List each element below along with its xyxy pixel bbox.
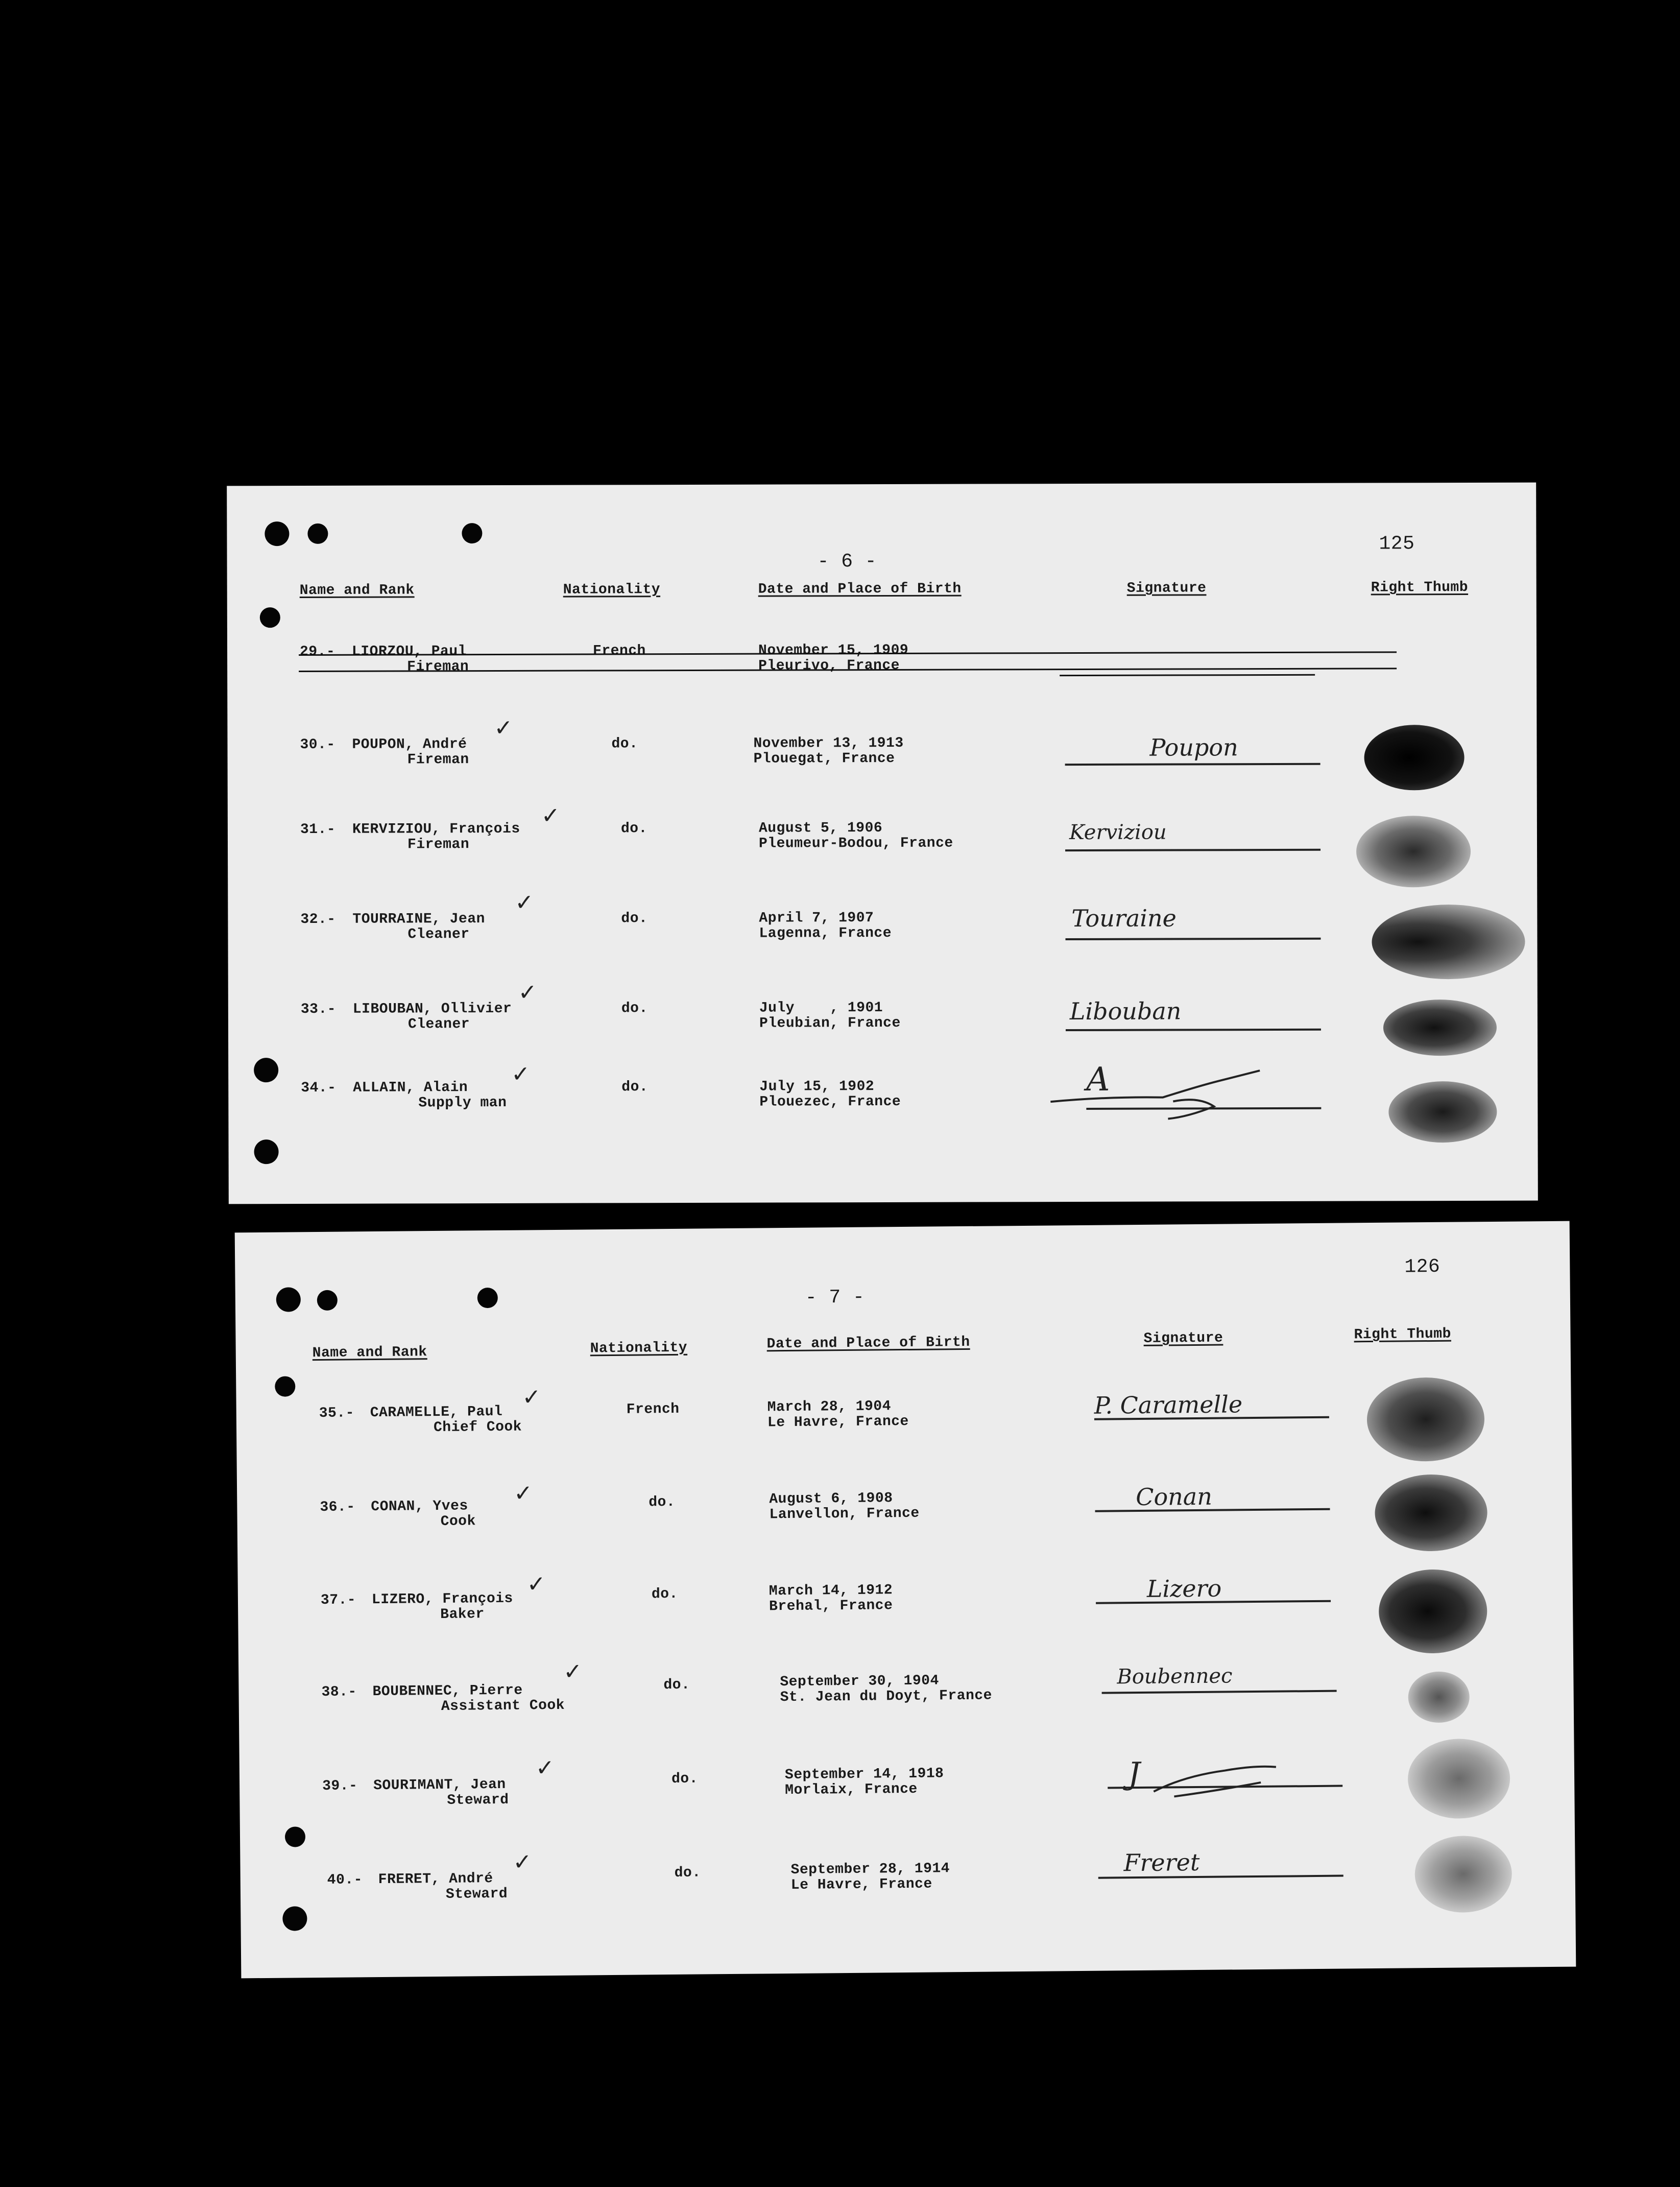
- crew-rank: Fireman: [407, 659, 469, 675]
- thumbprint: [1408, 1671, 1470, 1723]
- birth-place: Plouezec, France: [759, 1094, 901, 1110]
- register-sheet-page-6: [227, 483, 1538, 1204]
- birth-place: Le Havre, France: [790, 1876, 932, 1893]
- birth-place: Brehal, France: [769, 1598, 893, 1615]
- signature-line: [1095, 1508, 1330, 1512]
- signature-line: [1102, 1690, 1337, 1694]
- birth-date: September 28, 1914: [790, 1861, 950, 1878]
- crew-name: SOURIMANT, Jean: [373, 1776, 506, 1794]
- birth-place: Plouegat, France: [753, 750, 895, 767]
- row-number: 30.-: [300, 736, 335, 753]
- crew-rank: Fireman: [407, 837, 470, 853]
- crew-nationality: French: [592, 643, 646, 659]
- thumbprint: [1407, 1739, 1510, 1819]
- crew-rank: Chief Cook: [433, 1419, 522, 1436]
- handwritten-signature: Lizero: [1146, 1574, 1222, 1603]
- birth-date: November 13, 1913: [753, 735, 904, 752]
- row-number: 34.-: [301, 1080, 337, 1096]
- signature-flourish: [1045, 1065, 1331, 1122]
- punch-hole: [285, 1826, 305, 1847]
- punch-hole: [265, 521, 289, 546]
- row-number: 33.-: [300, 1001, 337, 1017]
- crew-name: LIORZOU, Paul: [351, 644, 467, 660]
- row-number: 32.-: [300, 911, 336, 928]
- register-sheet-page-7: [235, 1221, 1576, 1979]
- checkmark-icon: ✓: [541, 802, 560, 829]
- checkmark-icon: ✓: [515, 889, 534, 916]
- signature-line: [1065, 938, 1321, 940]
- birth-date: November 15, 1909: [758, 642, 909, 659]
- crew-nationality: do.: [671, 1771, 699, 1788]
- punch-hole: [275, 1376, 295, 1396]
- row-number: 39.-: [322, 1778, 358, 1794]
- header-name-rank: Name and Rank: [312, 1344, 427, 1362]
- row-number: 31.-: [300, 821, 336, 838]
- crew-nationality: do.: [611, 736, 638, 752]
- checkmark-icon: ✓: [563, 1658, 583, 1685]
- checkmark-icon: ✓: [513, 1480, 533, 1507]
- header-signature: Signature: [1143, 1330, 1223, 1347]
- handwritten-signature: Boubennec: [1117, 1664, 1233, 1689]
- thumbprint: [1388, 1081, 1497, 1143]
- signature-line: [1096, 1600, 1331, 1604]
- crew-name: FRERET, André: [378, 1871, 493, 1888]
- crew-nationality: do.: [651, 1586, 678, 1603]
- handwritten-signature: Libouban: [1069, 997, 1182, 1026]
- checkmark-icon: ✓: [526, 1571, 546, 1598]
- punch-hole: [254, 1058, 278, 1082]
- checkmark-icon: ✓: [513, 1849, 532, 1875]
- crew-rank: Cleaner: [407, 926, 470, 943]
- thumbprint: [1366, 1377, 1484, 1462]
- crew-nationality: do.: [620, 821, 647, 837]
- handwritten-signature: P. Caramelle: [1094, 1390, 1243, 1419]
- birth-place: Lanvellon, France: [769, 1505, 920, 1523]
- punch-hole: [317, 1290, 338, 1311]
- crew-nationality: do.: [649, 1494, 676, 1511]
- birth-place: Morlaix, France: [785, 1781, 918, 1799]
- crew-nationality: do.: [621, 1079, 649, 1096]
- birth-place: Pleurivo, France: [758, 657, 900, 674]
- birth-place: Lagenna, France: [759, 925, 892, 942]
- crew-rank: Supply man: [418, 1095, 507, 1111]
- birth-date: March 28, 1904: [767, 1398, 892, 1416]
- birth-date: March 14, 1912: [769, 1582, 893, 1600]
- thumbprint: [1383, 1000, 1497, 1056]
- birth-place: Pleumeur-Bodou, France: [758, 835, 953, 852]
- crew-name: CARAMELLE, Paul: [370, 1404, 503, 1421]
- handwritten-signature: Kerviziou: [1069, 820, 1167, 845]
- header-name-rank: Name and Rank: [299, 582, 415, 599]
- crew-rank: Baker: [440, 1606, 485, 1623]
- row-number: 38.-: [321, 1684, 357, 1700]
- punch-hole: [260, 607, 280, 628]
- punch-hole: [477, 1288, 498, 1308]
- signature-line: [1065, 849, 1321, 851]
- crew-rank: Cleaner: [407, 1016, 470, 1033]
- crew-rank: Steward: [445, 1886, 508, 1903]
- birth-date: August 6, 1908: [769, 1490, 893, 1508]
- crew-name: KERVIZIOU, François: [352, 821, 520, 838]
- crew-name: POUPON, André: [352, 736, 467, 753]
- signature-flourish: [1143, 1754, 1307, 1802]
- crew-rank: Fireman: [407, 752, 469, 768]
- birth-place: Le Havre, France: [767, 1413, 909, 1431]
- signature-line: [1065, 763, 1321, 766]
- handwritten-signature: Poupon: [1149, 733, 1238, 762]
- checkmark-icon: ✓: [522, 1384, 541, 1411]
- row-number: 35.-: [319, 1405, 355, 1422]
- crew-name: ALLAIN, Alain: [353, 1080, 468, 1096]
- row-number: 37.-: [320, 1592, 356, 1608]
- birth-date: August 5, 1906: [758, 820, 883, 837]
- birth-date: July , 1901: [759, 1000, 883, 1016]
- thumbprint: [1364, 725, 1464, 791]
- page-label: - 6 -: [817, 551, 877, 573]
- thumbprint: [1375, 1474, 1487, 1552]
- crew-name: LIBOUBAN, Ollivier: [352, 1001, 512, 1017]
- checkmark-icon: ✓: [535, 1755, 555, 1781]
- header-birth: Date and Place of Birth: [766, 1334, 970, 1352]
- row-number: 40.-: [327, 1872, 363, 1888]
- handwritten-signature: J: [1127, 1755, 1141, 1792]
- row-number: 36.-: [320, 1499, 355, 1515]
- handwritten-signature: Freret: [1123, 1848, 1200, 1877]
- checkmark-icon: ✓: [494, 715, 513, 741]
- page-label: - 7 -: [805, 1286, 865, 1309]
- punch-hole: [462, 523, 482, 543]
- checkmark-icon: ✓: [511, 1061, 531, 1087]
- punch-hole: [307, 524, 328, 544]
- page-stamp-number: 125: [1379, 533, 1415, 555]
- crew-nationality: do.: [621, 911, 648, 927]
- handwritten-signature: Touraine: [1071, 904, 1177, 933]
- row-number: 29.-: [299, 644, 335, 660]
- punch-hole: [276, 1287, 301, 1312]
- thumbprint: [1414, 1836, 1512, 1913]
- punch-hole: [282, 1906, 307, 1931]
- punch-hole: [254, 1139, 279, 1164]
- crew-nationality: French: [626, 1401, 680, 1418]
- strike-line: [1060, 674, 1315, 676]
- header-birth: Date and Place of Birth: [758, 581, 962, 598]
- birth-date: April 7, 1907: [759, 910, 874, 926]
- crew-name: BOUBENNEC, Pierre: [372, 1682, 523, 1700]
- crew-nationality: do.: [674, 1865, 701, 1881]
- thumbprint: [1379, 1569, 1487, 1654]
- birth-date: September 14, 1918: [784, 1766, 944, 1784]
- birth-place: St. Jean du Doyt, France: [780, 1687, 993, 1706]
- handwritten-signature: Conan: [1136, 1482, 1213, 1511]
- header-thumb: Right Thumb: [1371, 579, 1469, 596]
- crew-name: TOURRAINE, Jean: [352, 911, 485, 928]
- header-nationality: Nationality: [590, 1340, 688, 1357]
- handwritten-signature: A: [1086, 1060, 1110, 1099]
- birth-place: Pleubian, France: [759, 1015, 901, 1032]
- crew-nationality: do.: [621, 1001, 648, 1017]
- crew-nationality: do.: [663, 1677, 690, 1694]
- header-signature: Signature: [1126, 580, 1207, 597]
- header-thumb: Right Thumb: [1354, 1326, 1451, 1343]
- thumbprint: [1372, 905, 1525, 980]
- crew-rank: Steward: [447, 1792, 509, 1809]
- birth-date: September 30, 1904: [780, 1673, 939, 1691]
- checkmark-icon: ✓: [518, 979, 537, 1006]
- crew-name: LIZERO, François: [371, 1590, 513, 1608]
- thumbprint: [1356, 816, 1471, 888]
- crew-name: CONAN, Yves: [371, 1498, 468, 1515]
- birth-date: July 15, 1902: [759, 1079, 875, 1095]
- crew-rank: Cook: [440, 1513, 476, 1530]
- header-nationality: Nationality: [563, 582, 661, 598]
- page-stamp-number: 126: [1404, 1255, 1441, 1278]
- crew-rank: Assistant Cook: [441, 1697, 565, 1715]
- signature-line: [1066, 1029, 1321, 1031]
